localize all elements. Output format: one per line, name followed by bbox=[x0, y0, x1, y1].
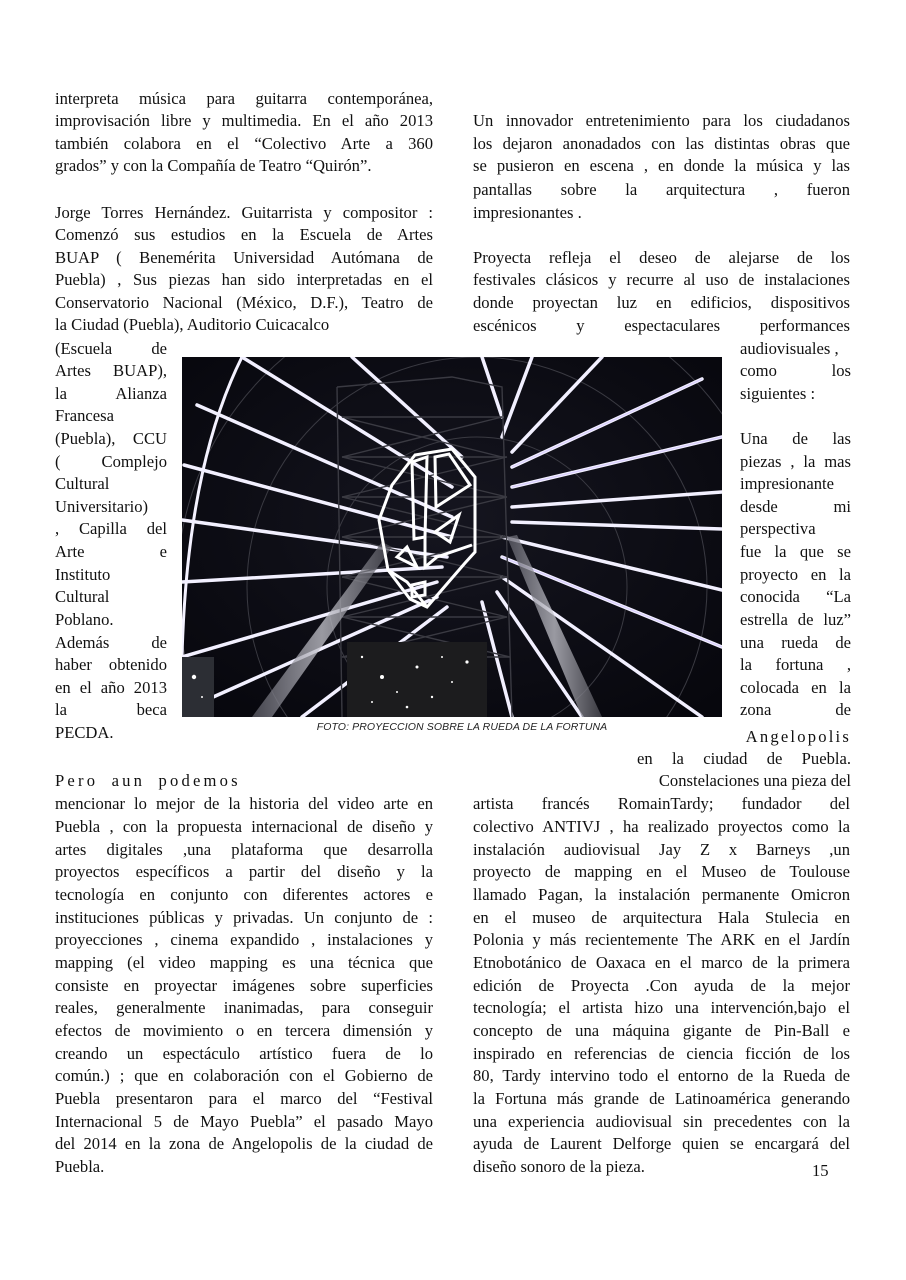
text-line: llamado Pagan, la instalación permanente Omicron bbox=[473, 885, 850, 904]
text-line: Cultural bbox=[55, 474, 110, 493]
text-line: la Alianza bbox=[55, 384, 167, 403]
text-line: interpreta música para guitarra contemporánea, bbox=[55, 89, 433, 108]
text-line: , Capilla del bbox=[55, 519, 167, 538]
text-line: tecnología en conjunto con diferentes actores e bbox=[55, 885, 433, 904]
text-line: también colabora en el “Colectivo Arte a 360 bbox=[55, 134, 433, 153]
text-line: ( Complejo bbox=[55, 452, 167, 471]
text-line: Pero aun podemos bbox=[55, 771, 241, 790]
text-line: zona de bbox=[740, 700, 851, 719]
text-line: Además de bbox=[55, 633, 167, 652]
text-line: donde proyectan luz en edificios, dispositivos bbox=[473, 293, 850, 312]
text-line: haber obtenido bbox=[55, 655, 167, 674]
text-line: ayuda de Laurent Delforge quien se encargará del bbox=[473, 1134, 850, 1153]
text-line: 80, Tardy intervino todo el entorno de la Rueda de bbox=[473, 1066, 850, 1085]
text-line: colocada en la bbox=[740, 678, 851, 697]
text-line: la Ciudad (Puebla), Auditorio Cuicacalco bbox=[55, 315, 330, 334]
text-line: siguientes : bbox=[740, 384, 816, 403]
text-line: Instituto bbox=[55, 565, 111, 584]
text-line: los dejaron anonadados con las distintas obras que bbox=[473, 134, 850, 153]
text-line: Jorge Torres Hernández. Guitarrista y compositor : bbox=[55, 203, 433, 222]
text-line: Polonia y más recientemente The ARK en el Jardín bbox=[473, 930, 850, 949]
text-line: Puebla. bbox=[55, 1157, 105, 1176]
text-line: se pusieron en escena , en donde la música y las bbox=[473, 156, 850, 175]
text-line: impresionantes . bbox=[473, 203, 582, 222]
text-line: instituciones públicas y privadas. Un conjunto de : bbox=[55, 908, 433, 927]
text-line: impresionante bbox=[740, 474, 835, 493]
ferris-wheel-photo bbox=[182, 357, 722, 717]
text-line: Etnobotánico de Oaxaca en el marco de la primera bbox=[473, 953, 850, 972]
text-line: perspectiva bbox=[740, 519, 816, 538]
text-line: común.) ; que en colaboración con el Gobierno de bbox=[55, 1066, 433, 1085]
text-line: artista francés RomainTardy; fundador del bbox=[473, 794, 850, 813]
text-line: una rueda de bbox=[740, 633, 851, 652]
text-line: tecnología; el artista hizo una intervención,bajo el bbox=[473, 998, 850, 1017]
text-line: consiste en proyectar imágenes sobre superficies bbox=[55, 976, 433, 995]
text-line: la fortuna , bbox=[740, 655, 851, 674]
text-line: audiovisuales , bbox=[740, 339, 839, 358]
text-line: Una de las bbox=[740, 429, 851, 448]
text-line: en la ciudad de Puebla. bbox=[637, 749, 851, 768]
text-line: conocida “La bbox=[740, 587, 851, 606]
text-line: una experiencia audiovisual sin precedentes con la bbox=[473, 1112, 850, 1131]
text-line: fue la que se bbox=[740, 542, 851, 561]
text-line: BUAP ( Benemérita Universidad Autómana de bbox=[55, 248, 433, 267]
text-line: Cultural bbox=[55, 587, 110, 606]
text-line: Poblano. bbox=[55, 610, 114, 629]
page-number: 15 bbox=[812, 1161, 829, 1180]
text-line: concepto de una máquina gigante de Pin-Ball e bbox=[473, 1021, 850, 1040]
text-line: Angelopolis bbox=[745, 727, 851, 746]
text-line: desde mi bbox=[740, 497, 851, 516]
text-line: (Puebla), CCU bbox=[55, 429, 167, 448]
text-line: Puebla presentaron para el marco del “Festival bbox=[55, 1089, 433, 1108]
text-line: proyecciones , cinema expandido , instalaciones y bbox=[55, 930, 433, 949]
text-line: grados” y con la Compañía de Teatro “Quirón”. bbox=[55, 156, 372, 175]
text-line: diseño sonoro de la pieza. bbox=[473, 1157, 645, 1176]
text-line: Puebla) , Sus piezas han sido interpretadas en el bbox=[55, 270, 433, 289]
text-line: Artes BUAP), bbox=[55, 361, 167, 380]
text-line: estrella de luz” bbox=[740, 610, 851, 629]
text-line: piezas , la mas bbox=[740, 452, 851, 471]
text-line: artes digitales ,una plataforma que desarrolla bbox=[55, 840, 433, 859]
text-line: Constelaciones una pieza del bbox=[658, 771, 851, 790]
text-line: Un innovador entretenimiento para los ciudadanos bbox=[473, 111, 850, 130]
text-line: Arte e bbox=[55, 542, 167, 561]
text-line: Francesa bbox=[55, 406, 114, 425]
text-line: escénicos y espectaculares performances bbox=[473, 316, 850, 335]
text-line: reales, generalmente inanimadas, para conseguir bbox=[55, 998, 433, 1017]
text-line: en el museo de arquitectura Hala Stulecia en bbox=[473, 908, 850, 927]
text-line: del 2014 en la zona de Angelopolis de la ciudad de bbox=[55, 1134, 433, 1153]
text-line: efectos de movimiento o en tercera dimensión y bbox=[55, 1021, 433, 1040]
text-line: improvisación libre y multimedia. En el año 2013 bbox=[55, 111, 433, 130]
text-line: Puebla , con la propuesta internacional de diseño y bbox=[55, 817, 433, 836]
text-line: colectivo ANTIVJ , ha realizado proyectos como la bbox=[473, 817, 850, 836]
text-line: proyecto en la bbox=[740, 565, 851, 584]
text-line: edición de Proyecta .Con ayuda de la mejor bbox=[473, 976, 850, 995]
text-line: proyecto de mapping en el Museo de Toulouse bbox=[473, 862, 850, 881]
text-line: la beca bbox=[55, 700, 167, 719]
text-line: festivales clásicos y recurre al uso de instalaciones bbox=[473, 270, 850, 289]
text-line: Internacional 5 de Mayo Puebla” el pasado Mayo bbox=[55, 1112, 433, 1131]
text-line: la Fortuna más grande de Latinoamérica generando bbox=[473, 1089, 850, 1108]
text-line: Universitario) bbox=[55, 497, 149, 516]
text-line: proyectos específicos a partir del diseño y la bbox=[55, 862, 433, 881]
text-line: creando un espectáculo artístico fuera de lo bbox=[55, 1044, 433, 1063]
text-line: instalación audiovisual Jay Z x Barneys ,un bbox=[473, 840, 850, 859]
text-line: pantallas sobre la arquitectura , fueron bbox=[473, 180, 850, 199]
text-line: PECDA. bbox=[55, 723, 114, 742]
text-line: mencionar lo mejor de la historia del video arte en bbox=[55, 794, 433, 813]
text-line: como los bbox=[740, 361, 851, 380]
text-line: mapping (el video mapping es una técnica que bbox=[55, 953, 433, 972]
text-line: Proyecta refleja el deseo de alejarse de los bbox=[473, 248, 850, 267]
text-line: Comenzó sus estudios en la Escuela de Artes bbox=[55, 225, 433, 244]
photo-caption: FOTO: PROYECCION SOBRE LA RUEDA DE LA FORTUNA bbox=[316, 721, 608, 733]
text-line: en el año 2013 bbox=[55, 678, 167, 697]
text-line: Conservatorio Nacional (México, D.F.), Teatro de bbox=[55, 293, 433, 312]
text-line: (Escuela de bbox=[55, 339, 167, 358]
text-line: inspirado en referencias de ciencia ficción de los bbox=[473, 1044, 850, 1063]
